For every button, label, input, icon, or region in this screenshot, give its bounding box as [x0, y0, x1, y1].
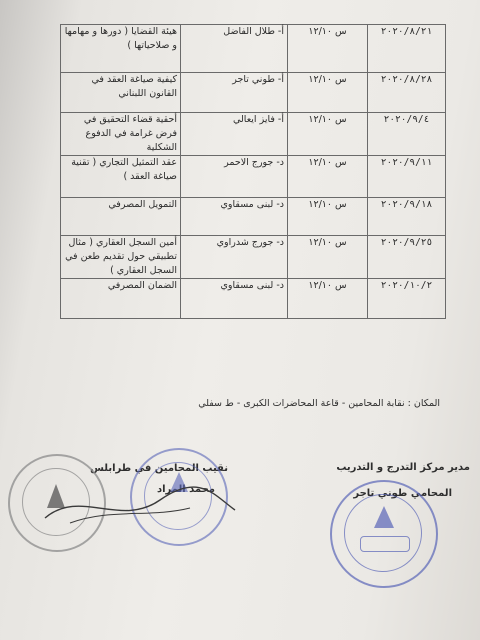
- date-cell: ٢٠٢٠/٩/١١: [368, 156, 446, 198]
- bar-association-stamp-right: [330, 480, 438, 588]
- venue-text: المكان : نقابة المحامين - قاعة المحاضرات الكبرى - ط سفلي: [198, 398, 440, 409]
- right-signature-name: المحامي طوني تاجر: [353, 488, 452, 499]
- stamp-band: [360, 536, 410, 552]
- schedule-row: [61, 198, 446, 236]
- schedule-row: [61, 156, 446, 198]
- lecturer-cell: أ- طلال الفاضل: [181, 25, 288, 73]
- lecturer-cell: د- جورج الاحمر: [181, 156, 288, 198]
- lecturer-cell: د- لبنى مسقاوي: [181, 198, 288, 236]
- time-cell: س ١٢/١٠: [288, 236, 368, 279]
- time-cell: س ١٢/١٠: [288, 156, 368, 198]
- schedule-table: [60, 24, 446, 319]
- time-cell: س ١٢/١٠: [288, 279, 368, 319]
- time-cell: س ١٢/١٠: [288, 198, 368, 236]
- left-signature-title: نقيب المحامين في طرابلس: [90, 463, 228, 474]
- lecturer-cell: أ- فايز ايعالي: [181, 113, 288, 156]
- topic-cell: كيفية صياغة العقد في القانون اللبناني: [61, 73, 181, 113]
- topic-cell: الضمان المصرفي: [61, 279, 181, 319]
- right-signature-title: مدير مركز التدرج و التدريب: [336, 462, 470, 473]
- schedule-row: [61, 236, 446, 279]
- cedar-icon: [374, 506, 394, 528]
- date-cell: ٢٠٢٠/٩/٢٥: [368, 236, 446, 279]
- left-signature-name: محمد المراد: [156, 484, 215, 495]
- topic-cell: أمين السجل العقاري ( مثال تطبيقي حول تقديم طعن في السجل العقاري ): [61, 236, 181, 279]
- topic-cell: أحقية قضاء التحقيق في فرض غرامة في الدفوع الشكلية: [61, 113, 181, 156]
- schedule-row: [61, 113, 446, 156]
- topic-cell: التمويل المصرفي: [61, 198, 181, 236]
- schedule-row: [61, 279, 446, 319]
- schedule-row: [61, 25, 446, 73]
- lecturer-cell: د- جورج شدراوي: [181, 236, 288, 279]
- topic-cell: عقد التمثيل التجاري ( تقنية صياغة العقد ): [61, 156, 181, 198]
- date-cell: ٢٠٢٠/١٠/٢: [368, 279, 446, 319]
- time-cell: س ١٢/١٠: [288, 113, 368, 156]
- time-cell: س ١٢/١٠: [288, 25, 368, 73]
- topic-cell: هيئة القضايا ( دورها و مهامها و صلاحياتها ): [61, 25, 181, 73]
- date-cell: ٢٠٢٠/٨/٢١: [368, 25, 446, 73]
- date-cell: ٢٠٢٠/٩/٤: [368, 113, 446, 156]
- date-cell: ٢٠٢٠/٨/٢٨: [368, 73, 446, 113]
- schedule-row: [61, 73, 446, 113]
- lecturer-cell: أ- طوني تاجر: [181, 73, 288, 113]
- date-cell: ٢٠٢٠/٩/١٨: [368, 198, 446, 236]
- lecturer-cell: د- لبنى مسقاوي: [181, 279, 288, 319]
- time-cell: س ١٢/١٠: [288, 73, 368, 113]
- handwritten-signature: [40, 478, 240, 538]
